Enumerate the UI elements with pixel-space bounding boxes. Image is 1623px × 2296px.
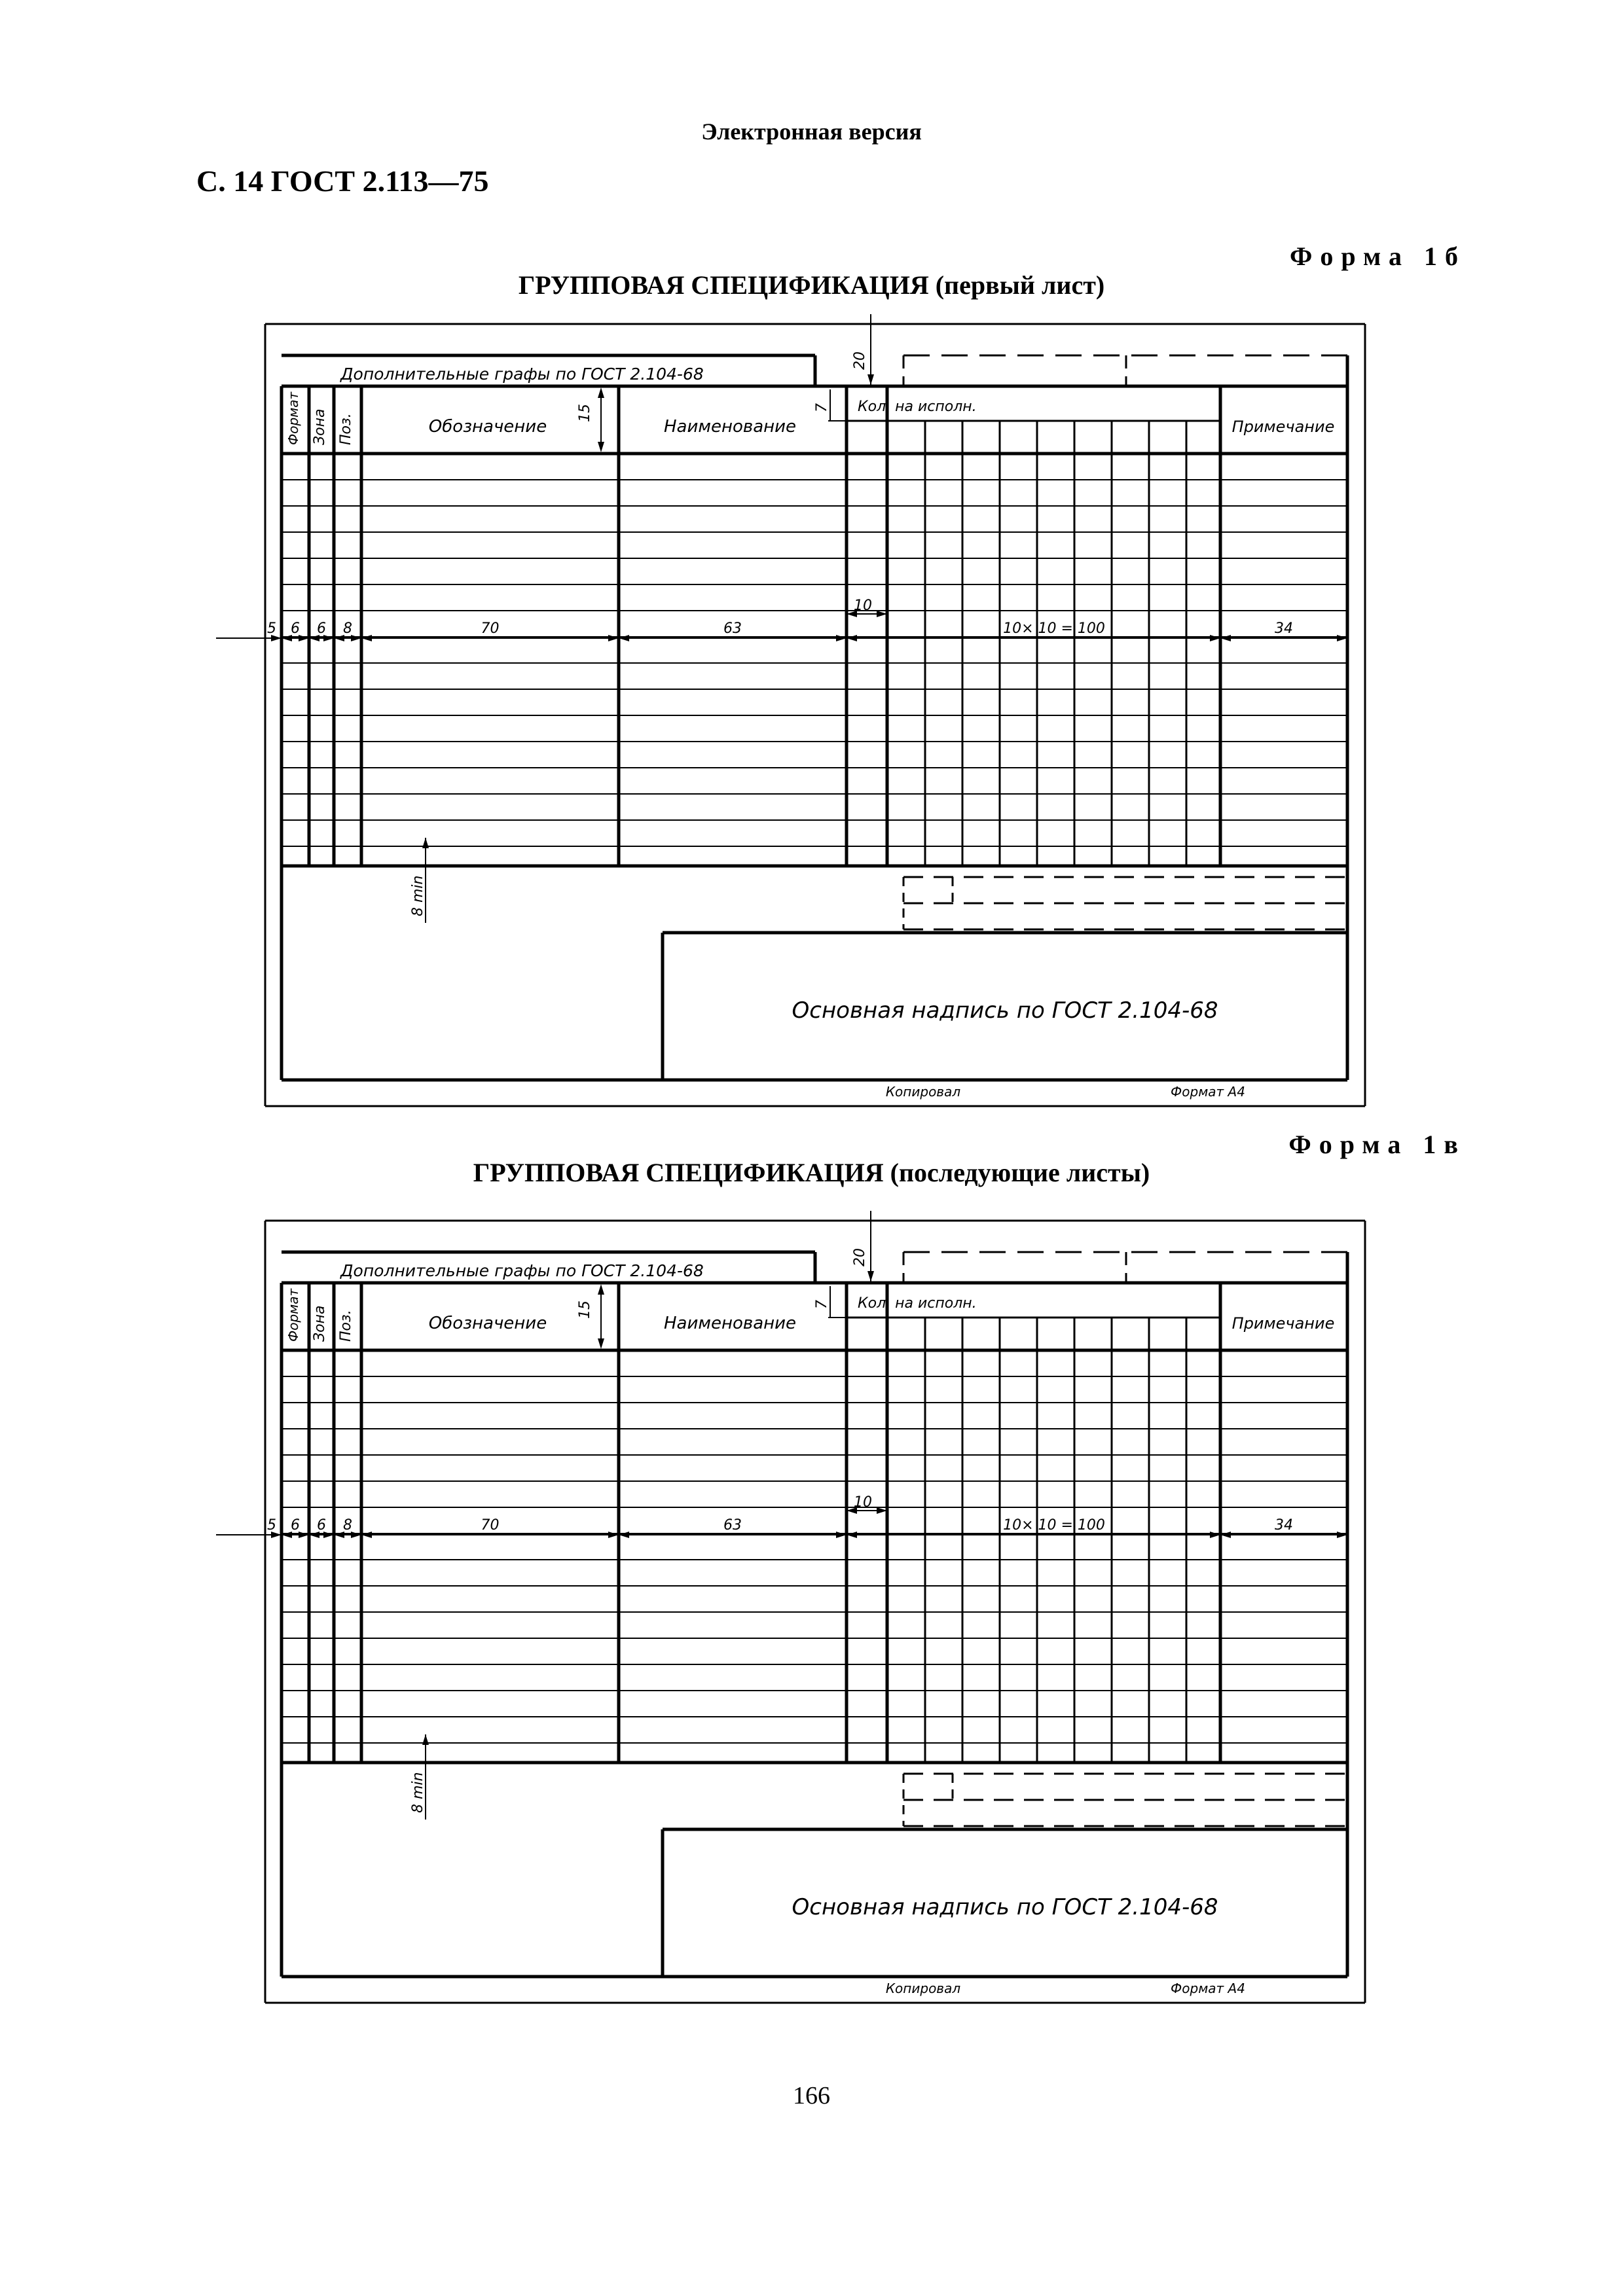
dimension-label: 63 [723, 620, 742, 637]
page-number: 166 [793, 2082, 830, 2109]
dimension-arrowhead [422, 838, 429, 848]
dim-label-8min: 8 min [410, 1772, 426, 1813]
column-header-position: Поз. [338, 1310, 354, 1342]
dimension-arrowhead [867, 374, 874, 385]
dim-label-20: 20 [852, 351, 868, 370]
footer-format-label: Формат А4 [1171, 1084, 1245, 1100]
dimension-label-5: 5 [267, 620, 276, 637]
dim-label-7: 7 [814, 1300, 830, 1309]
dimension-arrowhead [867, 1271, 874, 1282]
title-block-label: Основная надпись по ГОСТ 2.104-68 [792, 997, 1218, 1024]
title-block-label: Основная надпись по ГОСТ 2.104-68 [792, 1894, 1218, 1920]
electronic-version-label: Электронная версия [701, 118, 922, 145]
dimension-label: 70 [481, 620, 500, 637]
dimension-label: 6 [291, 1517, 300, 1534]
footer-format-label: Формат А4 [1171, 1981, 1245, 1996]
column-header-zone: Зона [312, 1305, 328, 1342]
form-label-1v: Форма 1в [1288, 1130, 1466, 1159]
dimension-label: 63 [723, 1517, 742, 1534]
column-header-zone: Зона [312, 408, 328, 445]
dimension-label: 34 [1275, 1517, 1293, 1534]
specification-form-first-sheet [0, 314, 1623, 1126]
footer-copied-label: Копировал [885, 1981, 961, 1996]
dimension-arrowhead [598, 387, 604, 398]
dimension-label: 8 [343, 1517, 352, 1534]
dimension-label: 6 [291, 620, 300, 637]
dim-label-10: 10 [854, 598, 872, 614]
dim-label-20: 20 [852, 1248, 868, 1266]
dim-label-10: 10 [854, 1494, 872, 1511]
dim-label-7: 7 [814, 403, 830, 412]
dimension-label: 6 [317, 1517, 326, 1534]
column-header-note: Примечание [1231, 418, 1335, 436]
dimension-arrowhead [598, 1338, 604, 1349]
form-title-1v: ГРУППОВАЯ СПЕЦИФИКАЦИЯ (последующие листы) [473, 1158, 1150, 1187]
column-header-note: Примечание [1231, 1314, 1335, 1333]
dimension-label-5: 5 [267, 1517, 276, 1534]
column-header-format: Формат [285, 1288, 301, 1342]
column-header-format: Формат [285, 391, 301, 445]
dimension-arrowhead [422, 1734, 429, 1745]
column-header-position: Поз. [338, 413, 354, 445]
dimension-label: 10× 10 = 100 [1003, 620, 1105, 637]
dimension-label: 70 [481, 1517, 500, 1534]
dimension-arrowhead [598, 442, 604, 452]
extra-columns-label: Дополнительные графы по ГОСТ 2.104-68 [340, 365, 704, 384]
form-title-1b: ГРУППОВАЯ СПЕЦИФИКАЦИЯ (первый лист) [518, 270, 1105, 300]
column-header-name: Наименование [663, 1314, 797, 1333]
dimension-label: 6 [317, 620, 326, 637]
column-header-quantity: Кол. на исполн. [858, 1295, 977, 1312]
form-label-1b: Форма 1б [1290, 242, 1466, 271]
specification-form-subsequent-sheets [0, 1211, 1623, 2022]
dimension-label: 8 [343, 620, 352, 637]
dimension-arrowhead [598, 1284, 604, 1295]
extra-columns-label: Дополнительные графы по ГОСТ 2.104-68 [340, 1261, 704, 1280]
column-header-designation: Обозначение [428, 417, 547, 437]
dim-label-15: 15 [577, 404, 593, 422]
column-header-name: Наименование [663, 417, 797, 437]
column-header-quantity: Кол. на исполн. [858, 399, 977, 415]
dim-label-8min: 8 min [410, 875, 426, 916]
document-reference: С. 14 ГОСТ 2.113—75 [196, 164, 489, 198]
dim-label-15: 15 [577, 1300, 593, 1319]
footer-copied-label: Копировал [885, 1084, 961, 1100]
dimension-label: 34 [1275, 620, 1293, 637]
column-header-designation: Обозначение [428, 1314, 547, 1333]
dimension-label: 10× 10 = 100 [1003, 1517, 1105, 1534]
